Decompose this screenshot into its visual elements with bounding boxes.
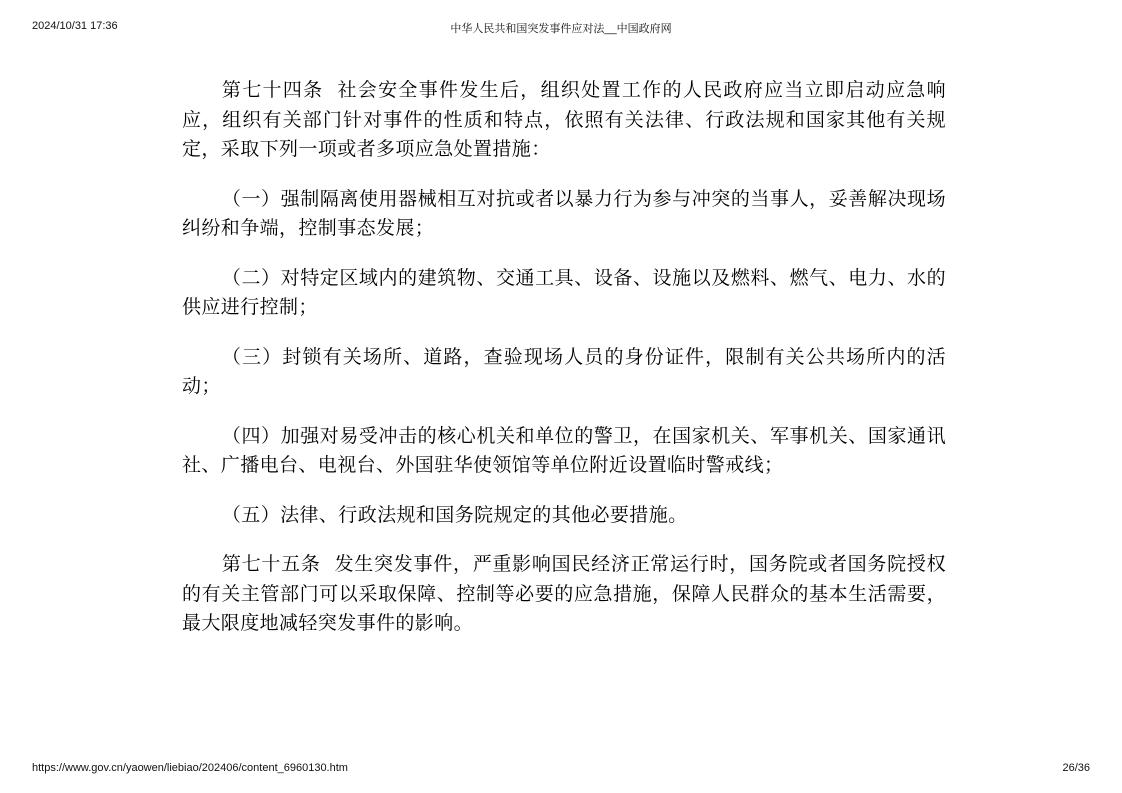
print-header xyxy=(0,20,1122,36)
article-number: 第七十五条 xyxy=(221,553,321,575)
print-timestamp: 2024/10/31 17:36 xyxy=(32,20,118,32)
measure-item-4: （四）加强对易受冲击的核心机关和单位的警卫，在国家机关、军事机关、国家通讯社、广播电台、电视台、外国驻华使领馆等单位附近设置临时警戒线； xyxy=(182,424,946,476)
article-number: 第七十四条 xyxy=(221,79,324,101)
law-text xyxy=(182,76,946,659)
print-footer xyxy=(0,762,1122,778)
page-title: 中华人民共和国突发事件应对法__中国政府网 xyxy=(450,23,672,35)
measure-item-2: （二）对特定区域内的建筑物、交通工具、设备、设施以及燃料、燃气、电力、水的供应进行控制； xyxy=(182,266,946,318)
measure-item-5: （五）法律、行政法规和国务院规定的其他必要措施。 xyxy=(221,503,688,526)
measure-item-1: （一）强制隔离使用器械相互对抗或者以暴力行为参与冲突的当事人，妥善解决现场纠纷和争端，控制事态发展； xyxy=(182,187,946,239)
page-url: https://www.gov.cn/yaowen/liebiao/202406/content_6960130.htm xyxy=(32,762,348,774)
article-body: 发生突发事件，严重影响国民经济正常运行时，国务院或者国务院授权的有关主管部门可以采取保障、控制等必要的应急措施，保障人民群众的基本生活需要，最大限度地减轻突发事件的影响。 xyxy=(182,553,946,634)
article-body: 社会安全事件发生后，组织处置工作的人民政府应当立即启动应急响应，组织有关部门针对事件的性质和特点，依照有关法律、行政法规和国家其他有关规定，采取下列一项或者多项应急处置措施： xyxy=(182,79,946,160)
measure-item-3: （三）封锁有关场所、道路，查验现场人员的身份证件，限制有关公共场所内的活动； xyxy=(182,345,946,397)
page-number: 26/36 xyxy=(1062,762,1090,774)
article-75 xyxy=(182,550,946,639)
article-74 xyxy=(182,76,946,165)
